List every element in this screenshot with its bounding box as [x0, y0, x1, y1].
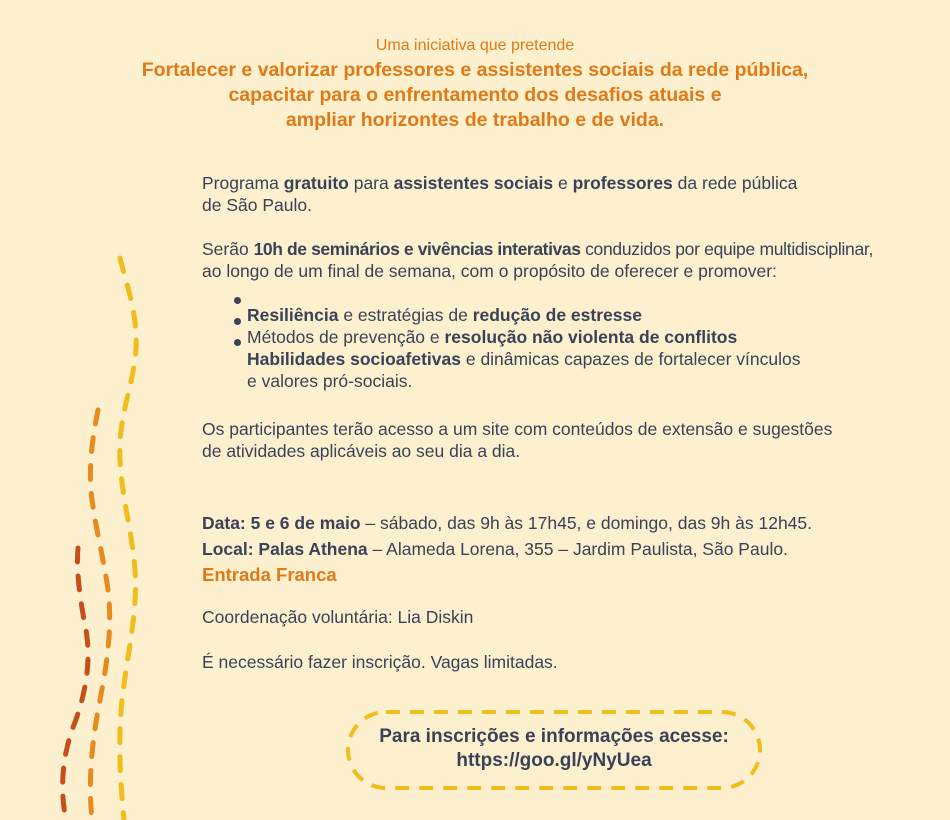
- free-entry-label: Entrada Franca: [202, 564, 337, 585]
- dashed-line-orange-middle: [90, 410, 109, 820]
- intro-text: Uma iniciativa que pretende: [375, 37, 575, 54]
- emphasis: 10h de seminários e vivências interativas: [253, 239, 581, 259]
- topic-item: Métodos de prevenção e resolução não violenta de conflitos: [247, 327, 738, 347]
- headline-line: Fortalecer e valorizar professores e assistentes sociais da rede pública,: [141, 59, 809, 81]
- topic-item: Resiliência e estratégias de redução de estresse: [247, 305, 642, 325]
- event-date: Data: 5 e 6 de maio – sábado, das 9h às 17h45, e domingo, das 9h às 12h45.: [202, 513, 813, 533]
- program-line: Serão 10h de seminários e vivências interativas conduzidos por equipe multidisciplinar,: [202, 239, 874, 259]
- registration-link[interactable]: https://goo.gl/yNyUea: [456, 750, 652, 771]
- emphasis: gratuito: [283, 173, 349, 193]
- program-description: [202, 172, 912, 216]
- headline-line: ampliar horizontes de trabalho e de vida.: [285, 109, 665, 131]
- program-line: Programa gratuito para assistentes sociais e professores da rede pública: [202, 173, 798, 193]
- program-line: ao longo de um final de semana, com o propósito de oferecer e promover:: [202, 261, 777, 281]
- coordination-text: Coordenação voluntária: Lia Diskin: [202, 607, 474, 627]
- event-info: [202, 510, 912, 588]
- cta-label: Para inscrições e informações acesse:: [379, 726, 729, 747]
- topic-item: Habilidades socioafetivas e dinâmicas capazes de fortalecer vínculos e valores pró-sociais.: [247, 349, 801, 391]
- access-text: Os participantes terão acesso a um site com conteúdos de extensão e sugestões de atividades aplicáveis ao seu dia a dia.: [202, 419, 833, 461]
- emphasis: professores: [572, 173, 673, 193]
- program-details: [202, 238, 912, 282]
- emphasis: assistentes sociais: [393, 173, 554, 193]
- program-line: de São Paulo.: [202, 195, 312, 215]
- topics-list: [232, 304, 912, 392]
- header: [0, 36, 950, 133]
- headline: [0, 58, 950, 133]
- registration-cta: [346, 710, 762, 790]
- event-location: Local: Palas Athena – Alameda Lorena, 355 – Jardim Paulista, São Paulo.: [202, 539, 788, 559]
- registration-note: É necessário fazer inscrição. Vagas limitadas.: [202, 652, 558, 672]
- bullet-icon: [234, 297, 241, 304]
- dashed-line-yellow-right: [120, 258, 136, 820]
- dashed-line-red-left: [63, 548, 88, 820]
- headline-line: capacitar para o enfrentamento dos desafios atuais e: [228, 84, 722, 106]
